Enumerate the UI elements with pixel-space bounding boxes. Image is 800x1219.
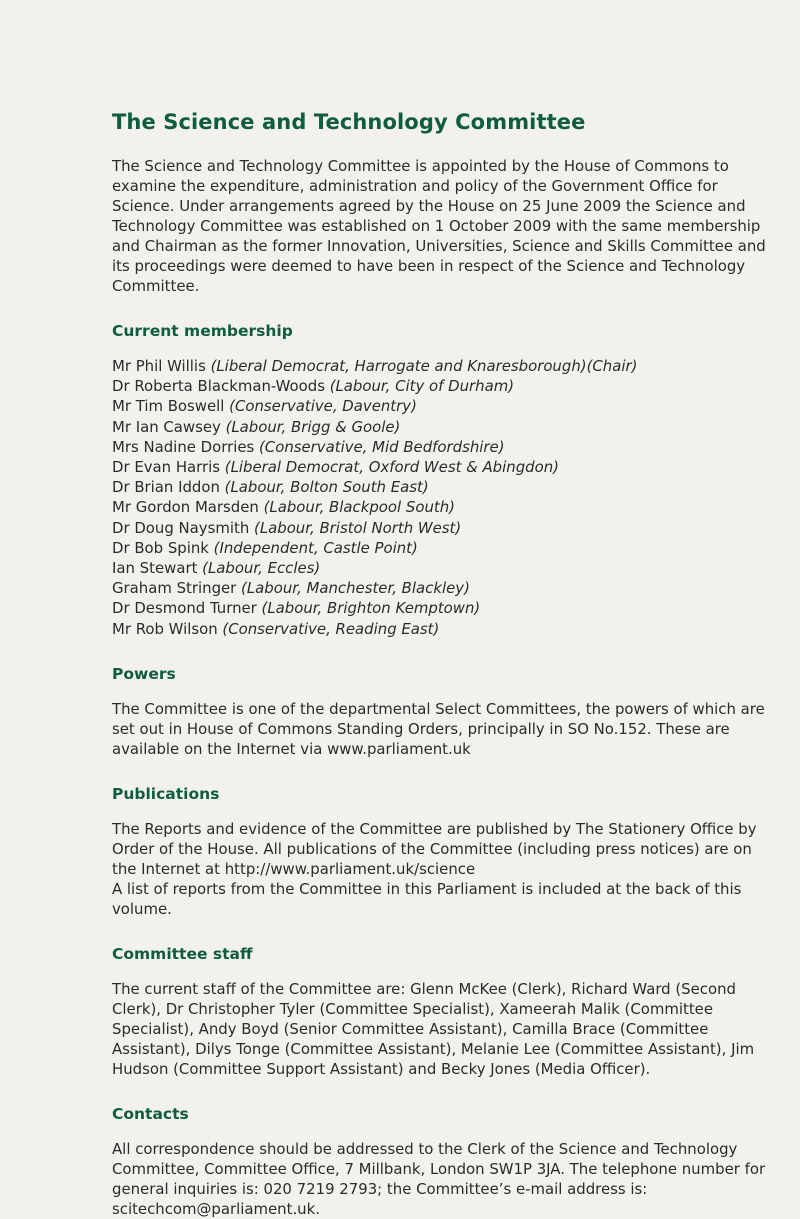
member-detail: (Liberal Democrat, Harrogate and Knaresborough)(Chair) [210,357,638,375]
staff-paragraph: The current staff of the Committee are: Glenn McKee (Clerk), Richard Ward (Second Clerk), Dr Christopher Tyler (Committee Specialist), Xameerah Malik (Committee Specialist), Andy Boyd (Senior Committee Assistant), Camilla Brace (Committee Assistant), Dilys Tonge (Committee Assistant), Melanie Lee (Committee Assistant), Jim Hudson (Committee Support Assistant) and Becky Jones (Media Officer). [112,979,755,1078]
publications-reports-note: A list of reports from the Committee in this Parliament is included at the back of this volume. [112,879,742,918]
member-item [112,598,772,618]
member-name: Graham Stringer [112,579,237,598]
member-item [112,396,772,416]
member-item [112,376,772,396]
powers-paragraph: The Committee is one of the departmental Select Committees, the powers of which are set out in House of Commons Standing Orders, principally in SO No.152. These are available on the Internet via www.parliament.uk [112,699,765,758]
member-name: Mr Tim Boswell [112,397,225,416]
member-detail: (Conservative, Reading East) [222,619,440,638]
member-list [112,356,772,639]
member-detail: (Labour, Eccles) [202,559,321,578]
member-name: Dr Brian Iddon [112,478,220,497]
membership-heading: Current membership [112,322,293,340]
publications-heading: Publications [112,784,220,803]
member-name: Dr Roberta Blackman-Woods [112,377,325,396]
member-detail: (Labour, Bristol North West) [254,518,462,537]
member-name: Mr Rob Wilson [112,619,218,638]
member-detail: (Labour, City of Durham) [329,377,515,396]
member-item [112,578,772,598]
member-name: Mr Phil Willis [112,357,206,375]
member-name: Mrs Nadine Dorries [112,437,255,456]
contacts-heading: Contacts [112,1104,189,1123]
document-page [112,110,772,1219]
member-name: Dr Bob Spink [112,538,209,557]
member-item [112,457,772,477]
powers-heading: Powers [112,664,176,683]
member-item [112,417,772,437]
contacts-paragraph: All correspondence should be addressed to the Clerk of the Science and Technology Committee, Committee Office, 7 Millbank, London SW1P 3JA. The telephone number for general inquiries is: 020 7219 2793; the Committee’s e-mail address is: scitechcom@parliament.uk. [112,1139,766,1218]
staff-heading: Committee staff [112,944,253,963]
member-detail: (Labour, Bolton South East) [224,478,429,497]
member-item [112,437,772,457]
member-detail: (Labour, Brighton Kemptown) [261,599,481,618]
member-detail: (Labour, Manchester, Blackley) [241,579,470,598]
member-name: Mr Gordon Marsden [112,498,259,517]
member-detail: (Independent, Castle Point) [213,538,418,557]
member-item [112,477,772,497]
member-item [112,497,772,517]
member-detail: (Conservative, Daventry) [229,397,417,416]
member-item [112,619,772,639]
member-detail: (Labour, Brigg & Goole) [225,417,401,436]
member-item [112,538,772,558]
intro-paragraph: The Science and Technology Committee is appointed by the House of Commons to examine the expenditure, administration and policy of the Government Office for Science. Under arrangements agreed by the House on 25 June 2009 the Science and Technology Committee was established on 1 October 2009 with the same membership and Chairman as the former Innovation, Universities, Science and Skills Committee and its proceedings were deemed to have been in respect of the Science and Technology Committee. [112,157,766,295]
member-detail: (Conservative, Mid Bedfordshire) [259,437,505,456]
member-name: Ian Stewart [112,559,198,578]
publications-paragraph: The Reports and evidence of the Committee are published by The Stationery Office by Order of the House. All publications of the Committee (including press notices) are on the Internet at http://www.parliament.uk/science [112,819,757,878]
member-name: Dr Evan Harris [112,458,221,477]
member-name: Mr Ian Cawsey [112,417,221,436]
member-name: Dr Desmond Turner [112,599,257,618]
member-detail: (Liberal Democrat, Oxford West & Abingdon) [224,458,559,477]
page-title: The Science and Technology Committee [112,110,586,134]
member-detail: (Labour, Blackpool South) [263,498,455,517]
member-item [112,518,772,538]
member-item [112,356,772,376]
member-name: Dr Doug Naysmith [112,518,250,537]
member-item [112,558,772,578]
